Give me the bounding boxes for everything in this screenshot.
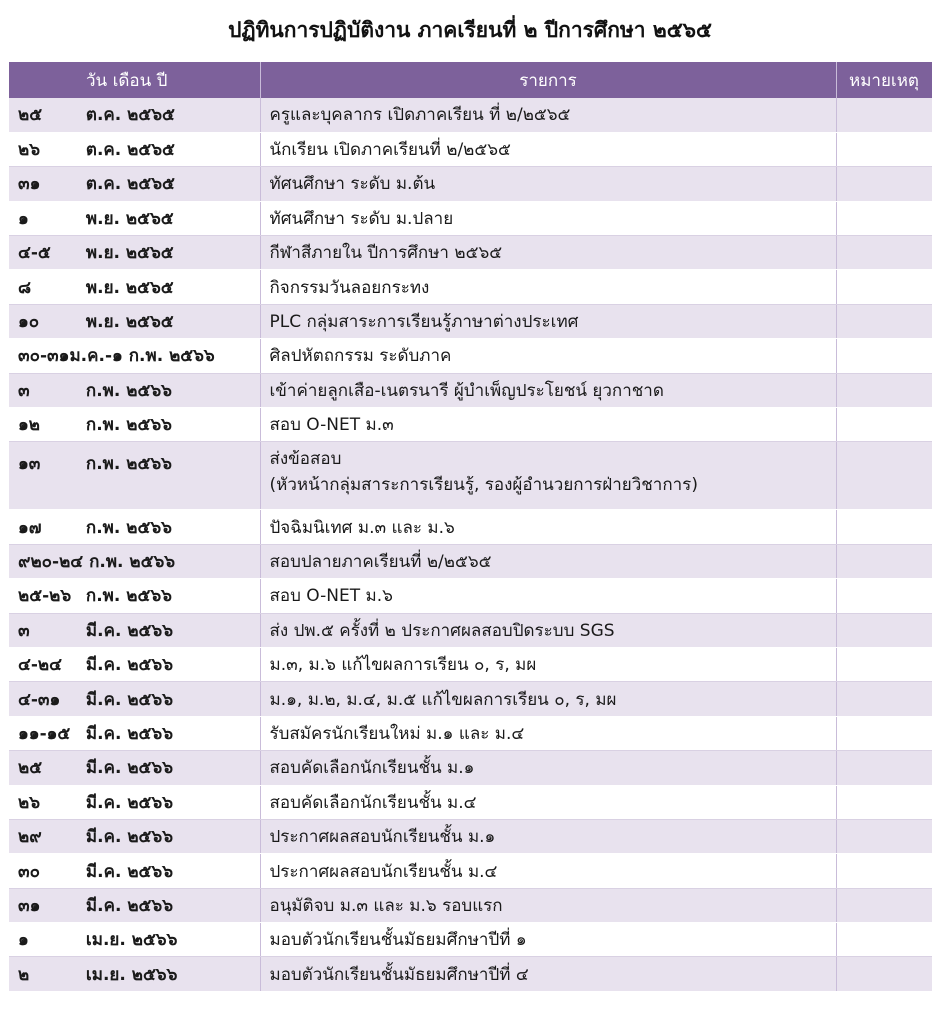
note-cell [836,819,932,853]
date-cell [9,510,260,544]
date-month-year: มี.ค. ๒๕๖๖ [85,895,173,916]
item-cell [260,854,836,888]
date-month-year: พ.ย. ๒๕๖๕ [85,277,174,298]
item-cell [260,682,836,716]
date-day: ๑ [18,208,29,229]
item-cell [260,579,836,613]
date-day: ๒๕ [18,758,43,779]
item-text: กิจกรรมวันลอยกระทง [269,277,430,298]
date-day: ๒๖ [18,792,40,813]
note-cell [836,923,932,957]
note-cell [836,339,932,373]
date-month-year: มี.ค. ๒๕๖๖ [85,655,173,676]
item-text: ส่ง ปพ.๕ ครั้งที่ ๒ ประกาศผลสอบปิดระบบ SGS [269,620,615,641]
date-day: ๓๑ [18,174,41,195]
note-cell [836,957,932,991]
table-row [9,647,932,681]
table-row [9,579,932,613]
item-cell [260,751,836,785]
note-cell [836,98,932,132]
date-cell [9,98,260,132]
table-row [9,408,932,442]
item-text: ปัจฉิมนิเทศ ม.๓ และ ม.๖ [269,517,455,538]
item-text: สอบคัดเลือกนักเรียนชั้น ม.๔ [269,792,477,813]
date-cell [9,304,260,338]
item-text: ม.๑, ม.๒, ม.๔, ม.๕ แก้ไขผลการเรียน ๐, ร, มผ [269,689,617,710]
note-cell [836,613,932,647]
item-text: ประกาศผลสอบนักเรียนชั้น ม.๔ [269,861,498,882]
note-cell [836,682,932,716]
table-header-row [9,62,932,98]
date-cell [9,201,260,235]
item-cell [260,408,836,442]
date-cell [9,236,260,270]
date-cell [9,579,260,613]
date-day: ๒๖ [18,140,40,161]
item-text: ม.๓, ม.๖ แก้ไขผลการเรียน ๐, ร, มผ [269,655,537,676]
item-text: สอบปลายภาคเรียนที่ ๒/๒๕๖๕ [269,551,492,572]
date-cell [9,544,260,578]
date-day: ๑๑-๑๕ [18,723,71,744]
item-text: สอบ O-NET ม.๓ [269,415,394,436]
table-row [9,167,932,201]
date-month-year: พ.ย. ๒๕๖๕ [85,243,174,264]
date-month-year: ต.ค. ๒๕๖๕ [85,140,175,161]
item-text: ประกาศผลสอบนักเรียนชั้น ม.๑ [269,827,496,848]
item-text: เข้าค่ายลูกเสือ-เนตรนารี ผู้บำเพ็ญประโยชน์ ยุวกาชาด [269,380,664,401]
item-cell [260,923,836,957]
item-cell [260,647,836,681]
item-cell [260,339,836,373]
item-text: ครูและบุคลากร เปิดภาคเรียน ที่ ๒/๒๕๖๕ [269,105,571,126]
date-day: ๔-๕ [18,243,51,264]
note-cell [836,373,932,407]
date-month-year: ก.พ. ๒๕๖๖ [85,454,172,475]
item-cell [260,888,836,922]
date-month-year: มี.ค. ๒๕๖๖ [85,792,173,813]
item-cell [260,132,836,166]
note-cell [836,854,932,888]
item-text: สอบ O-NET ม.๖ [269,586,393,607]
date-day: ๓๐ [18,861,40,882]
item-text: กีฬาสีภายใน ปีการศึกษา ๒๕๖๕ [269,243,503,264]
item-text: นักเรียน เปิดภาคเรียนที่ ๒/๒๕๖๕ [269,140,511,161]
date-day: ๓๐-๓๑ม.ค.-๑ [18,346,123,367]
date-day: ๔-๓๑ [18,689,61,710]
calendar-table [9,62,932,992]
date-month-year: ก.พ. ๒๕๖๖ [128,346,215,367]
table-row [9,613,932,647]
date-day: ๙๒๐-๒๔ [18,551,84,572]
date-month-year: เม.ย. ๒๕๖๖ [85,930,178,951]
date-cell [9,339,260,373]
item-cell [260,819,836,853]
item-text: อนุมัติจบ ม.๓ และ ม.๖ รอบแรก [269,895,503,916]
header-date: วัน เดือน ปี [9,62,260,98]
date-day: ๔-๒๔ [18,655,62,676]
note-cell [836,544,932,578]
date-month-year: มี.ค. ๒๕๖๖ [85,758,173,779]
page-title: ปฏิทินการปฏิบัติงาน ภาคเรียนที่ ๒ ปีการศึกษา ๒๕๖๕ [228,17,712,42]
date-cell [9,716,260,750]
date-cell [9,167,260,201]
note-cell [836,888,932,922]
date-day: ๑ [18,930,29,951]
date-cell [9,819,260,853]
date-month-year: ก.พ. ๒๕๖๖ [85,586,172,607]
item-text: PLC กลุ่มสาระการเรียนรู้ภาษาต่างประเทศ [269,312,579,333]
date-day: ๑๒ [18,415,40,436]
table-row [9,339,932,373]
note-cell [836,201,932,235]
date-month-year: มี.ค. ๒๕๖๖ [85,620,173,641]
date-cell [9,408,260,442]
date-month-year: มี.ค. ๒๕๖๖ [85,861,173,882]
date-day: ๘ [18,277,32,298]
item-cell [260,510,836,544]
note-cell [836,510,932,544]
date-cell [9,785,260,819]
item-cell [260,613,836,647]
item-text: มอบตัวนักเรียนชั้นมัธยมศึกษาปีที่ ๔ [269,964,529,985]
date-cell [9,957,260,991]
item-cell [260,236,836,270]
table-row [9,751,932,785]
item-cell [260,98,836,132]
date-day: ๒๙ [18,827,42,848]
note-cell [836,132,932,166]
note-cell [836,716,932,750]
date-cell [9,923,260,957]
date-cell [9,373,260,407]
date-day: ๒ [18,964,30,985]
date-month-year: พ.ย. ๒๕๖๕ [85,312,174,333]
date-day: ๑๐ [18,312,40,333]
table-row [9,888,932,922]
date-month-year: มี.ค. ๒๕๖๖ [85,723,173,744]
table-row [9,957,932,991]
note-cell [836,408,932,442]
item-cell [260,167,836,201]
note-cell [836,236,932,270]
note-cell [836,751,932,785]
date-month-year: มี.ค. ๒๕๖๖ [85,689,173,710]
table-row [9,373,932,407]
date-day: ๒๕ [18,105,43,126]
date-day: ๓๑ [18,895,41,916]
date-month-year: เม.ย. ๒๕๖๖ [85,964,178,985]
item-cell [260,442,836,510]
item-text: รับสมัครนักเรียนใหม่ ม.๑ และ ม.๔ [269,723,525,744]
item-text: สอบคัดเลือกนักเรียนชั้น ม.๑ [269,758,475,779]
table-row [9,201,932,235]
table-row [9,854,932,888]
table-row [9,442,932,510]
note-cell [836,270,932,304]
table-row [9,544,932,578]
table-row [9,98,932,132]
date-cell [9,270,260,304]
date-cell [9,682,260,716]
item-cell [260,544,836,578]
note-cell [836,442,932,510]
item-cell [260,201,836,235]
table-row [9,682,932,716]
item-text: ทัศนศึกษา ระดับ ม.ต้น [269,174,436,195]
table-row [9,819,932,853]
item-text: ส่งข้อสอบ [269,449,342,470]
item-text: ทัศนศึกษา ระดับ ม.ปลาย [269,208,454,229]
table-row [9,304,932,338]
date-month-year: ก.พ. ๒๕๖๖ [85,415,172,436]
date-cell [9,854,260,888]
date-month-year: ต.ค. ๒๕๖๕ [85,105,175,126]
table-row [9,132,932,166]
table-row [9,716,932,750]
table-body [9,98,932,991]
table-row [9,510,932,544]
note-cell [836,785,932,819]
date-month-year: ก.พ. ๒๕๖๖ [89,551,176,572]
date-cell [9,647,260,681]
date-day: ๓ [18,380,30,401]
item-cell [260,373,836,407]
note-cell [836,579,932,613]
header-note: หมายเหตุ [836,62,932,98]
item-text-line2: (หัวหน้ากลุ่มสาระการเรียนรู้, รองผู้อำนวยการฝ่ายวิชาการ) [269,474,698,495]
table-row [9,270,932,304]
date-month-year: พ.ย. ๒๕๖๕ [85,208,174,229]
date-day: ๑๗ [18,517,42,538]
item-cell [260,716,836,750]
note-cell [836,167,932,201]
table-row [9,785,932,819]
note-cell [836,647,932,681]
date-cell [9,888,260,922]
item-cell [260,270,836,304]
item-cell [260,785,836,819]
date-cell [9,751,260,785]
table-row [9,236,932,270]
date-month-year: ก.พ. ๒๕๖๖ [85,380,172,401]
date-day: ๒๕-๒๖ [18,586,72,607]
date-cell [9,442,260,510]
header-item: รายการ [260,62,836,98]
date-cell [9,132,260,166]
table-row [9,923,932,957]
note-cell [836,304,932,338]
date-day: ๓ [18,620,30,641]
date-month-year: มี.ค. ๒๕๖๖ [85,827,173,848]
date-month-year: ก.พ. ๒๕๖๖ [85,517,172,538]
date-cell [9,613,260,647]
item-text: ศิลปหัตถกรรม ระดับภาค [269,346,452,367]
item-cell [260,957,836,991]
item-cell [260,304,836,338]
date-month-year: ต.ค. ๒๕๖๕ [85,174,175,195]
date-day: ๑๓ [18,454,41,475]
item-text: มอบตัวนักเรียนชั้นมัธยมศึกษาปีที่ ๑ [269,930,527,951]
